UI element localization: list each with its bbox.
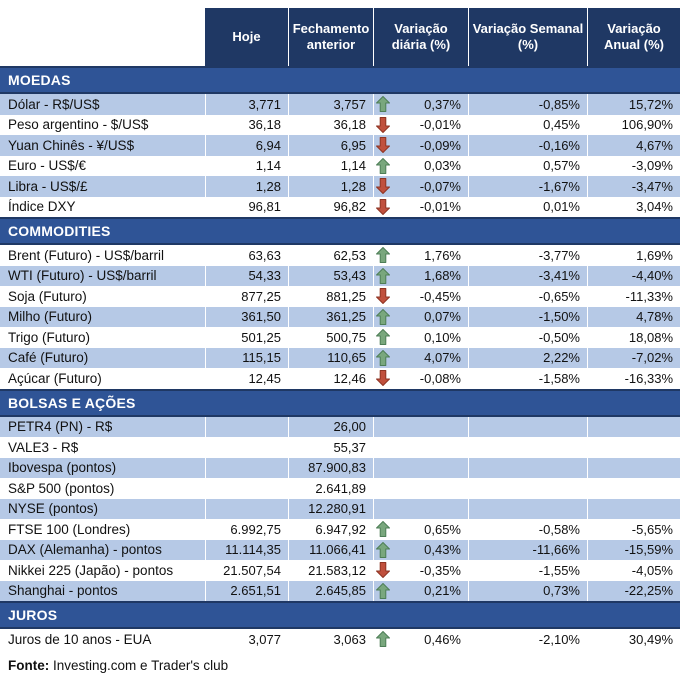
source-note: [8, 658, 228, 673]
up-arrow-icon: [376, 247, 390, 263]
trend-arrow: [376, 178, 391, 194]
table-row: [0, 266, 680, 287]
variacao-diaria-cell: [373, 94, 468, 115]
table-row: [0, 327, 680, 348]
hoje-value-cell: 501,25: [205, 327, 288, 348]
variacao-diaria-cell: [373, 197, 468, 218]
variacao-diaria-cell: [373, 499, 468, 520]
variacao-diaria-value: -0,35%: [419, 562, 461, 578]
asset-label-cell: PETR4 (PN) - R$: [0, 417, 205, 438]
down-arrow-icon: [376, 199, 390, 215]
variacao-diaria-cell: [373, 245, 468, 266]
variacao-semanal-value-cell: [468, 458, 587, 479]
variacao-diaria-value: 1,76%: [424, 247, 461, 263]
hoje-value-cell: 2.651,51: [205, 581, 288, 602]
table-row: [0, 417, 680, 438]
source-note-label: Fonte:: [8, 658, 50, 673]
down-arrow-icon: [376, 370, 390, 386]
fechamento-anterior-value-cell: 53,43: [288, 266, 373, 287]
variacao-anual-value-cell: -22,25%: [587, 581, 680, 602]
fechamento-anterior-value-cell: 2.645,85: [288, 581, 373, 602]
down-arrow-icon: [376, 562, 390, 578]
trend-arrow: [376, 329, 391, 345]
table-row: [0, 499, 680, 520]
variacao-semanal-value-cell: [468, 417, 587, 438]
hoje-value-cell: 1,28: [205, 176, 288, 197]
hoje-value-cell: [205, 437, 288, 458]
asset-label-cell: Açúcar (Futuro): [0, 368, 205, 389]
variacao-diaria-cell: [373, 560, 468, 581]
hoje-value-cell: 11.114,35: [205, 540, 288, 561]
variacao-diaria-cell: [373, 368, 468, 389]
variacao-semanal-value-cell: [468, 478, 587, 499]
variacao-diaria-value: 0,43%: [424, 542, 461, 558]
table-row: [0, 478, 680, 499]
variacao-anual-value-cell: [587, 458, 680, 479]
variacao-diaria-cell: [373, 176, 468, 197]
fechamento-anterior-value-cell: 6.947,92: [288, 519, 373, 540]
table-row: [0, 540, 680, 561]
variacao-semanal-value-cell: 0,57%: [468, 156, 587, 177]
table-row: [0, 348, 680, 369]
variacao-diaria-value: -0,01%: [419, 199, 461, 215]
variacao-diaria-cell: [373, 115, 468, 136]
trend-arrow: [376, 199, 391, 215]
fechamento-anterior-value-cell: 12,46: [288, 368, 373, 389]
table-body: [0, 66, 680, 650]
variacao-anual-value-cell: 15,72%: [587, 94, 680, 115]
variacao-semanal-value-cell: [468, 437, 587, 458]
variacao-semanal-value-cell: -2,10%: [468, 629, 587, 650]
column-header-hoje: Hoje: [205, 8, 288, 66]
up-arrow-icon: [376, 542, 390, 558]
variacao-diaria-value: 0,07%: [424, 309, 461, 325]
fechamento-anterior-value-cell: 96,82: [288, 197, 373, 218]
column-header-variacao-diaria: Variação diária (%): [373, 8, 468, 66]
hoje-value-cell: 6.992,75: [205, 519, 288, 540]
fechamento-anterior-value-cell: 1,28: [288, 176, 373, 197]
up-arrow-icon: [376, 521, 390, 537]
variacao-diaria-cell: [373, 156, 468, 177]
variacao-diaria-cell: [373, 348, 468, 369]
table-row: [0, 156, 680, 177]
variacao-diaria-cell: [373, 417, 468, 438]
variacao-diaria-value: 0,65%: [424, 521, 461, 537]
hoje-value-cell: 21.507,54: [205, 560, 288, 581]
variacao-diaria-cell: [373, 286, 468, 307]
up-arrow-icon: [376, 350, 390, 366]
down-arrow-icon: [376, 178, 390, 194]
variacao-diaria-value: 0,46%: [424, 631, 461, 647]
variacao-diaria-cell: [373, 458, 468, 479]
variacao-diaria-value: 0,03%: [424, 158, 461, 174]
fechamento-anterior-value-cell: 881,25: [288, 286, 373, 307]
variacao-semanal-value-cell: -1,67%: [468, 176, 587, 197]
asset-label-cell: WTI (Futuro) - US$/barril: [0, 266, 205, 287]
fechamento-anterior-value-cell: 62,53: [288, 245, 373, 266]
table-row: [0, 560, 680, 581]
table-row: [0, 286, 680, 307]
trend-arrow: [376, 288, 391, 304]
section-header-juros: JUROS: [0, 601, 680, 629]
variacao-anual-value-cell: -3,09%: [587, 156, 680, 177]
fechamento-anterior-value-cell: 36,18: [288, 115, 373, 136]
up-arrow-icon: [376, 268, 390, 284]
variacao-semanal-value-cell: 0,73%: [468, 581, 587, 602]
down-arrow-icon: [376, 288, 390, 304]
up-arrow-icon: [376, 96, 390, 112]
variacao-semanal-value-cell: -0,16%: [468, 135, 587, 156]
trend-arrow: [376, 247, 391, 263]
variacao-diaria-value: -0,08%: [419, 370, 461, 386]
down-arrow-icon: [376, 137, 390, 153]
variacao-diaria-value: -0,09%: [419, 137, 461, 153]
trend-arrow: [376, 268, 391, 284]
fechamento-anterior-value-cell: 361,25: [288, 307, 373, 328]
variacao-anual-value-cell: 1,69%: [587, 245, 680, 266]
corner-cell: [0, 8, 205, 66]
asset-label-cell: VALE3 - R$: [0, 437, 205, 458]
variacao-anual-value-cell: 18,08%: [587, 327, 680, 348]
variacao-diaria-value: 4,07%: [424, 350, 461, 366]
hoje-value-cell: [205, 458, 288, 479]
table-row: [0, 115, 680, 136]
trend-arrow: [376, 350, 391, 366]
fechamento-anterior-value-cell: 2.641,89: [288, 478, 373, 499]
table-row: [0, 245, 680, 266]
column-header-variacao-semanal: Variação Semanal (%): [468, 8, 587, 66]
variacao-anual-value-cell: -5,65%: [587, 519, 680, 540]
table-row: [0, 581, 680, 602]
trend-arrow: [376, 309, 391, 325]
asset-label-cell: Shanghai - pontos: [0, 581, 205, 602]
trend-arrow: [376, 542, 391, 558]
variacao-anual-value-cell: 106,90%: [587, 115, 680, 136]
asset-label-cell: Peso argentino - $/US$: [0, 115, 205, 136]
asset-label-cell: FTSE 100 (Londres): [0, 519, 205, 540]
variacao-anual-value-cell: -15,59%: [587, 540, 680, 561]
variacao-anual-value-cell: -4,05%: [587, 560, 680, 581]
hoje-value-cell: 115,15: [205, 348, 288, 369]
trend-arrow: [376, 562, 391, 578]
asset-label-cell: S&P 500 (pontos): [0, 478, 205, 499]
variacao-semanal-value-cell: -3,41%: [468, 266, 587, 287]
variacao-anual-value-cell: 3,04%: [587, 197, 680, 218]
variacao-semanal-value-cell: 0,45%: [468, 115, 587, 136]
hoje-value-cell: 63,63: [205, 245, 288, 266]
fechamento-anterior-value-cell: 3,063: [288, 629, 373, 650]
table-row: [0, 458, 680, 479]
asset-label-cell: Dólar - R$/US$: [0, 94, 205, 115]
variacao-semanal-value-cell: -1,58%: [468, 368, 587, 389]
table-row: [0, 135, 680, 156]
variacao-diaria-value: -0,01%: [419, 117, 461, 133]
hoje-value-cell: 36,18: [205, 115, 288, 136]
variacao-anual-value-cell: [587, 437, 680, 458]
asset-label-cell: Nikkei 225 (Japão) - pontos: [0, 560, 205, 581]
variacao-semanal-value-cell: -3,77%: [468, 245, 587, 266]
table-row: [0, 519, 680, 540]
trend-arrow: [376, 631, 391, 647]
fechamento-anterior-value-cell: 21.583,12: [288, 560, 373, 581]
variacao-semanal-value-cell: -0,50%: [468, 327, 587, 348]
fechamento-anterior-value-cell: 110,65: [288, 348, 373, 369]
variacao-diaria-cell: [373, 437, 468, 458]
table-row: [0, 629, 680, 650]
variacao-semanal-value-cell: -0,85%: [468, 94, 587, 115]
trend-arrow: [376, 370, 391, 386]
variacao-anual-value-cell: 30,49%: [587, 629, 680, 650]
variacao-diaria-cell: [373, 307, 468, 328]
asset-label-cell: Índice DXY: [0, 197, 205, 218]
variacao-diaria-cell: [373, 327, 468, 348]
variacao-semanal-value-cell: -0,58%: [468, 519, 587, 540]
asset-label-cell: Café (Futuro): [0, 348, 205, 369]
variacao-anual-value-cell: -16,33%: [587, 368, 680, 389]
up-arrow-icon: [376, 631, 390, 647]
asset-label-cell: Euro - US$/€: [0, 156, 205, 177]
table-row: [0, 197, 680, 218]
variacao-semanal-value-cell: -1,50%: [468, 307, 587, 328]
trend-arrow: [376, 158, 391, 174]
table-row: [0, 307, 680, 328]
fechamento-anterior-value-cell: 3,757: [288, 94, 373, 115]
asset-label-cell: NYSE (pontos): [0, 499, 205, 520]
market-table: [0, 8, 680, 650]
variacao-semanal-value-cell: -1,55%: [468, 560, 587, 581]
table-row: [0, 94, 680, 115]
asset-label-cell: Yuan Chinês - ¥/US$: [0, 135, 205, 156]
fechamento-anterior-value-cell: 6,95: [288, 135, 373, 156]
column-header-variacao-anual: Variação Anual (%): [587, 8, 680, 66]
trend-arrow: [376, 521, 391, 537]
variacao-anual-value-cell: -3,47%: [587, 176, 680, 197]
hoje-value-cell: 6,94: [205, 135, 288, 156]
hoje-value-cell: 96,81: [205, 197, 288, 218]
variacao-diaria-value: 0,21%: [424, 583, 461, 599]
variacao-diaria-cell: [373, 540, 468, 561]
down-arrow-icon: [376, 117, 390, 133]
hoje-value-cell: 1,14: [205, 156, 288, 177]
asset-label-cell: Libra - US$/£: [0, 176, 205, 197]
trend-arrow: [376, 117, 391, 133]
variacao-semanal-value-cell: -0,65%: [468, 286, 587, 307]
source-note-text: Investing.com e Trader's club: [53, 658, 229, 673]
variacao-diaria-value: -0,07%: [419, 178, 461, 194]
variacao-diaria-value: 0,37%: [424, 96, 461, 112]
trend-arrow: [376, 96, 391, 112]
asset-label-cell: Brent (Futuro) - US$/barril: [0, 245, 205, 266]
trend-arrow: [376, 137, 391, 153]
hoje-value-cell: [205, 417, 288, 438]
variacao-semanal-value-cell: -11,66%: [468, 540, 587, 561]
hoje-value-cell: 361,50: [205, 307, 288, 328]
fechamento-anterior-value-cell: 87.900,83: [288, 458, 373, 479]
hoje-value-cell: 3,771: [205, 94, 288, 115]
fechamento-anterior-value-cell: 500,75: [288, 327, 373, 348]
asset-label-cell: DAX (Alemanha) - pontos: [0, 540, 205, 561]
variacao-diaria-cell: [373, 135, 468, 156]
fechamento-anterior-value-cell: 11.066,41: [288, 540, 373, 561]
column-header-fechamento-anterior: Fechamento anterior: [288, 8, 373, 66]
table-header-row: [0, 8, 680, 66]
asset-label-cell: Trigo (Futuro): [0, 327, 205, 348]
variacao-diaria-value: -0,45%: [419, 288, 461, 304]
variacao-diaria-value: 0,10%: [424, 329, 461, 345]
hoje-value-cell: 12,45: [205, 368, 288, 389]
variacao-diaria-cell: [373, 519, 468, 540]
variacao-diaria-cell: [373, 581, 468, 602]
asset-label-cell: Juros de 10 anos - EUA: [0, 629, 205, 650]
fechamento-anterior-value-cell: 55,37: [288, 437, 373, 458]
variacao-anual-value-cell: -11,33%: [587, 286, 680, 307]
variacao-diaria-value: 1,68%: [424, 268, 461, 284]
up-arrow-icon: [376, 309, 390, 325]
asset-label-cell: Ibovespa (pontos): [0, 458, 205, 479]
variacao-semanal-value-cell: [468, 499, 587, 520]
variacao-anual-value-cell: -4,40%: [587, 266, 680, 287]
variacao-diaria-cell: [373, 629, 468, 650]
fechamento-anterior-value-cell: 26,00: [288, 417, 373, 438]
variacao-diaria-cell: [373, 266, 468, 287]
asset-label-cell: Milho (Futuro): [0, 307, 205, 328]
section-header-bolsas-e-a-es: BOLSAS E AÇÕES: [0, 389, 680, 417]
table-row: [0, 437, 680, 458]
table-row: [0, 176, 680, 197]
section-header-moedas: MOEDAS: [0, 66, 680, 94]
up-arrow-icon: [376, 329, 390, 345]
fechamento-anterior-value-cell: 12.280,91: [288, 499, 373, 520]
hoje-value-cell: [205, 478, 288, 499]
variacao-diaria-cell: [373, 478, 468, 499]
hoje-value-cell: [205, 499, 288, 520]
variacao-anual-value-cell: [587, 499, 680, 520]
variacao-semanal-value-cell: 2,22%: [468, 348, 587, 369]
up-arrow-icon: [376, 158, 390, 174]
fechamento-anterior-value-cell: 1,14: [288, 156, 373, 177]
variacao-anual-value-cell: 4,78%: [587, 307, 680, 328]
variacao-anual-value-cell: [587, 478, 680, 499]
variacao-anual-value-cell: -7,02%: [587, 348, 680, 369]
up-arrow-icon: [376, 583, 390, 599]
variacao-anual-value-cell: [587, 417, 680, 438]
trend-arrow: [376, 583, 391, 599]
hoje-value-cell: 3,077: [205, 629, 288, 650]
asset-label-cell: Soja (Futuro): [0, 286, 205, 307]
hoje-value-cell: 54,33: [205, 266, 288, 287]
variacao-anual-value-cell: 4,67%: [587, 135, 680, 156]
section-header-commodities: COMMODITIES: [0, 217, 680, 245]
table-row: [0, 368, 680, 389]
variacao-semanal-value-cell: 0,01%: [468, 197, 587, 218]
hoje-value-cell: 877,25: [205, 286, 288, 307]
